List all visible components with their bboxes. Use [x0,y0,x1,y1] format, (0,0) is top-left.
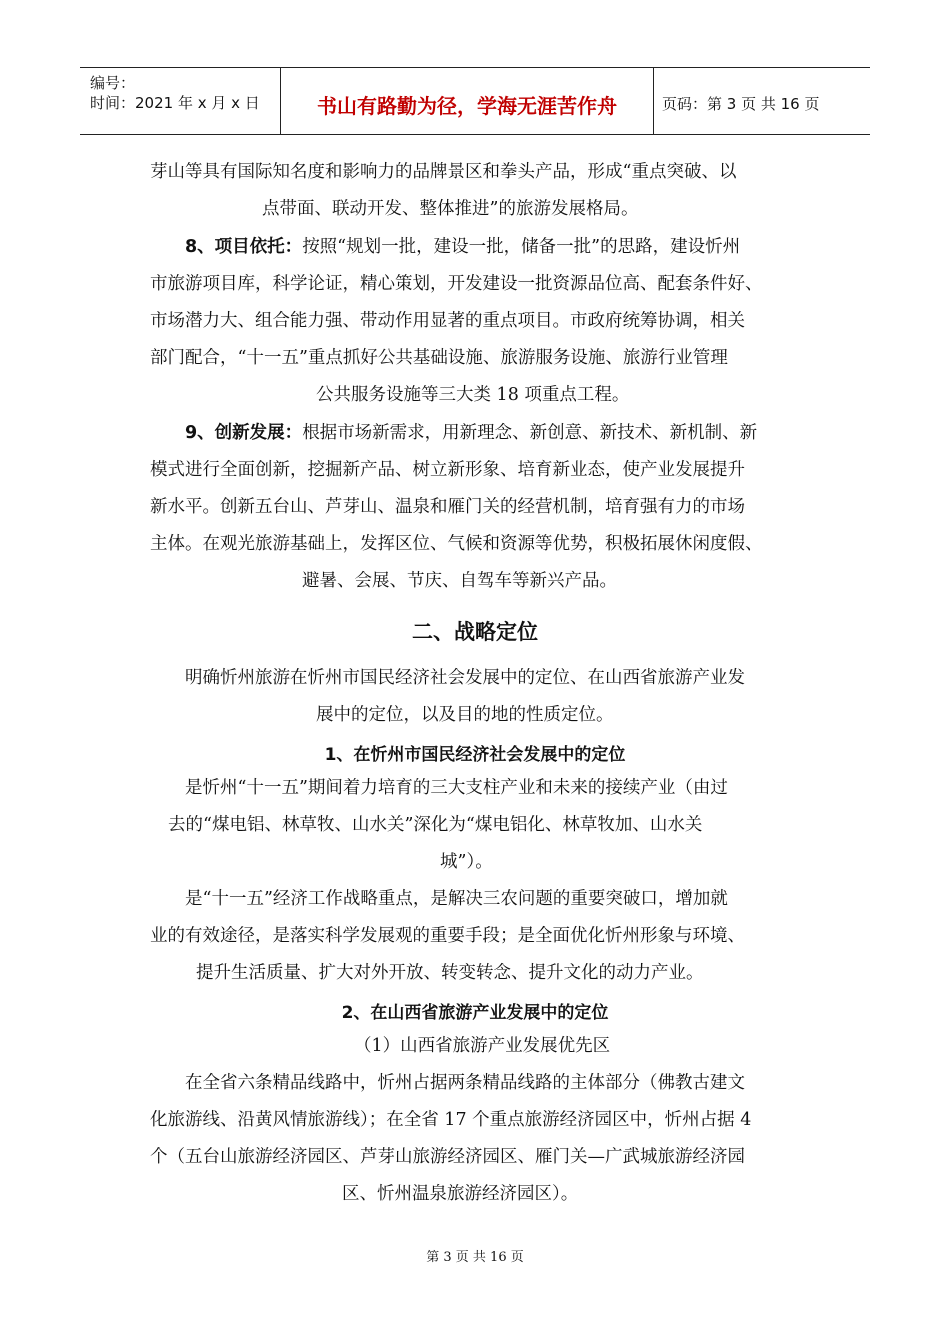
paragraph-line: 在全省六条精品线路中，忻州占据两条精品线路的主体部分（佛教古建文 [185,1073,745,1093]
paragraph-line: 明确忻州旅游在忻州市国民经济社会发展中的定位、在山西省旅游产业发 [185,668,745,688]
item-title: 8、项目依托： [185,237,303,257]
header-motto-cell [280,68,654,134]
section-title: 二、战略定位 [412,620,538,644]
paragraph-line: 点带面、联动开发、整体推进”的旅游发展格局。 [262,199,639,219]
paragraph-line: 市场潜力大、组合能力强、带动作用显著的重点项目。市政府统筹协调，相关 [150,311,745,331]
paragraph-line: 主体。在观光旅游基础上，发挥区位、气候和资源等优势，积极拓展休闲度假、 [150,534,763,554]
paragraph-line: 是忻州“十一五”期间着力培育的三大支柱产业和未来的接续产业（由过 [185,778,728,798]
paragraph-line [185,421,757,445]
paragraph-line: 是“十一五”经济工作战略重点，是解决三农问题的重要突破口，增加就 [185,889,728,909]
document-header [80,67,870,135]
page-label: 页码：第 3 页 共 16 页 [662,95,820,113]
paragraph-line: 芽山等具有国际知名度和影响力的品牌景区和拳头产品，形成“重点突破、以 [150,162,737,182]
paragraph-line: 提升生活质量、扩大对外开放、转变转念、提升文化的动力产业。 [196,963,704,983]
paragraph-line: 去的“煤电铝、林草牧、山水关”深化为“煤电铝化、林草牧加、山水关 [168,815,703,835]
header-page-cell [652,68,870,134]
paragraph-line: 部门配合，“十一五”重点抓好公共基础设施、旅游服务设施、旅游行业管理 [150,348,728,368]
paragraph-line: 化旅游线、沿黄风情旅游线）；在全省 17 个重点旅游经济园区中，忻州占据 4 [150,1110,752,1130]
item-title: 9、创新发展： [185,423,303,443]
paragraph-line: 个（五台山旅游经济园区、芦芽山旅游经济园区、雁门关—广武城旅游经济园 [150,1147,745,1167]
subsection-title: 1、在忻州市国民经济社会发展中的定位 [324,745,626,765]
paragraph-line: 城”）。 [440,852,493,872]
item-text: 根据市场新需求，用新理念、新创意、新技术、新机制、新 [302,423,758,443]
sub-subsection-title: （1）山西省旅游产业发展优先区 [354,1036,611,1056]
paragraph-line: 区、忻州温泉旅游经济园区）。 [342,1184,579,1204]
number-label: 编号： [90,74,136,92]
paragraph-line: 新水平。创新五台山、芦芽山、温泉和雁门关的经营机制，培育强有力的市场 [150,497,745,517]
paragraph-line: 展中的定位，以及目的地的性质定位。 [316,705,614,725]
date-label: 时间：2021 年 x 月 x 日 [90,94,260,112]
paragraph-line: 模式进行全面创新，挖掘新产品、树立新形象、培育新业态，使产业发展提升 [150,460,745,480]
paragraph-line: 市旅游项目库，科学论证，精心策划，开发建设一批资源品位高、配套条件好、 [150,274,763,294]
page-footer: 第 3 页 共 16 页 [426,1250,524,1265]
item-text: 按照“规划一批，建设一批，储备一批”的思路，建设忻州 [302,237,741,257]
paragraph-line [185,235,740,259]
header-meta [80,68,280,134]
paragraph-line: 避暑、会展、节庆、自驾车等新兴产品。 [302,571,617,591]
motto-text: 书山有路勤为径，学海无涯苦作舟 [317,94,617,118]
subsection-title: 2、在山西省旅游产业发展中的定位 [341,1003,609,1023]
paragraph-line: 公共服务设施等三大类 18 项重点工程。 [316,385,630,405]
paragraph-line: 业的有效途径，是落实科学发展观的重要手段；是全面优化忻州形象与环境、 [150,926,745,946]
